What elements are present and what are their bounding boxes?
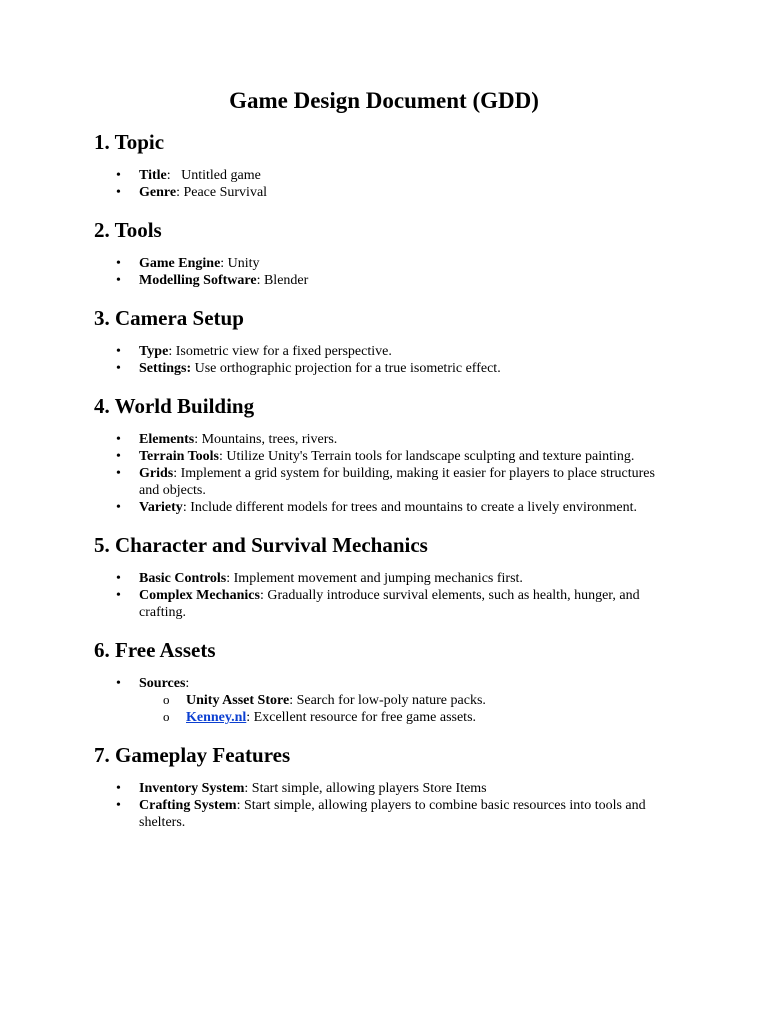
topic-list [94, 167, 674, 201]
section-heading-free-assets: 6. Free Assets [94, 638, 216, 662]
list-item [116, 167, 674, 184]
list-item [116, 499, 674, 516]
sub-list-item [163, 709, 674, 726]
list-item [116, 465, 674, 499]
item-label: Basic Controls [139, 571, 227, 586]
kenney-link[interactable]: Kenney.nl [186, 710, 247, 725]
bullet-icon: • [116, 781, 121, 796]
item-label: Modelling Software [139, 273, 257, 288]
bullet-icon: • [116, 798, 121, 813]
list-item [116, 343, 674, 360]
item-text: : Isometric view for a fixed perspective. [168, 344, 392, 359]
bullet-icon: • [116, 676, 121, 691]
list-item [116, 272, 674, 289]
item-label: Title [139, 168, 167, 183]
item-text: : Search for low-poly nature packs. [289, 693, 486, 708]
list-item [116, 587, 674, 621]
item-text: : Implement movement and jumping mechanics first. [226, 571, 523, 586]
sub-list-item [163, 692, 674, 709]
list-item [116, 675, 674, 726]
gameplay-list [94, 780, 674, 831]
item-label: Game Engine [139, 256, 221, 271]
item-text: : Excellent resource for free game assets. [246, 710, 477, 725]
item-label: Settings: [139, 361, 192, 376]
bullet-icon: • [116, 256, 121, 271]
item-text: : Unity [220, 256, 260, 271]
item-label: Sources [139, 676, 186, 691]
bullet-icon: • [116, 273, 121, 288]
item-label: Complex Mechanics [139, 588, 260, 603]
list-item [116, 448, 674, 465]
item-label: Variety [139, 500, 183, 515]
section-heading-topic: 1. Topic [94, 130, 165, 154]
item-text: : Mountains, trees, rivers. [194, 432, 338, 447]
circle-bullet-icon: o [163, 692, 170, 707]
bullet-icon: • [116, 571, 121, 586]
item-text: : Utilize Unity's Terrain tools for landscape sculpting and texture painting. [219, 449, 635, 464]
item-label: Grids [139, 466, 174, 481]
item-text: Use orthographic projection for a true isometric effect. [191, 361, 501, 376]
item-label: Elements [139, 432, 195, 447]
world-building-list [94, 431, 674, 516]
bullet-icon: • [116, 168, 121, 183]
item-label: Genre [139, 185, 177, 200]
list-item [116, 431, 674, 448]
item-label: Inventory System [139, 781, 245, 796]
bullet-icon: • [116, 588, 121, 603]
bullet-icon: • [116, 500, 121, 515]
bullet-icon: • [116, 466, 121, 481]
item-label: Type [139, 344, 169, 359]
item-text: : Gradually introduce survival elements, such as health, hunger, and crafting. [139, 588, 640, 620]
item-text: : Untitled game [166, 168, 261, 183]
bullet-icon: • [116, 344, 121, 359]
item-text: : Include different models for trees and mountains to create a lively environment. [182, 500, 638, 515]
list-item [116, 184, 674, 201]
item-label: Crafting System [139, 798, 237, 813]
section-heading-world-building: 4. World Building [94, 394, 255, 418]
list-item [116, 780, 674, 797]
list-item [116, 570, 674, 587]
document-title: Game Design Document (GDD) [229, 88, 539, 113]
item-text: : Start simple, allowing players to combine basic resources into tools and shelters. [139, 798, 646, 830]
bullet-icon: • [116, 449, 121, 464]
list-item [116, 797, 674, 831]
character-list [94, 570, 674, 621]
item-text: : Peace Survival [176, 185, 268, 200]
sources-sublist [139, 692, 674, 726]
list-item [116, 255, 674, 272]
section-heading-character-survival: 5. Character and Survival Mechanics [94, 533, 428, 557]
list-item [116, 360, 674, 377]
item-text: : [185, 676, 190, 691]
item-label: Unity Asset Store [186, 693, 290, 708]
section-heading-tools: 2. Tools [94, 218, 162, 242]
section-heading-camera-setup: 3. Camera Setup [94, 306, 244, 330]
bullet-icon: • [116, 185, 121, 200]
item-label: Terrain Tools [139, 449, 220, 464]
item-text: : Implement a grid system for building, making it easier for players to place structures and objects. [139, 466, 655, 498]
free-assets-list [94, 675, 674, 726]
circle-bullet-icon: o [163, 709, 170, 724]
bullet-icon: • [116, 432, 121, 447]
item-text: : Blender [256, 273, 309, 288]
tools-list [94, 255, 674, 289]
camera-list [94, 343, 674, 377]
bullet-icon: • [116, 361, 121, 376]
item-text: : Start simple, allowing players Store Items [244, 781, 487, 796]
section-heading-gameplay-features: 7. Gameplay Features [94, 743, 291, 767]
